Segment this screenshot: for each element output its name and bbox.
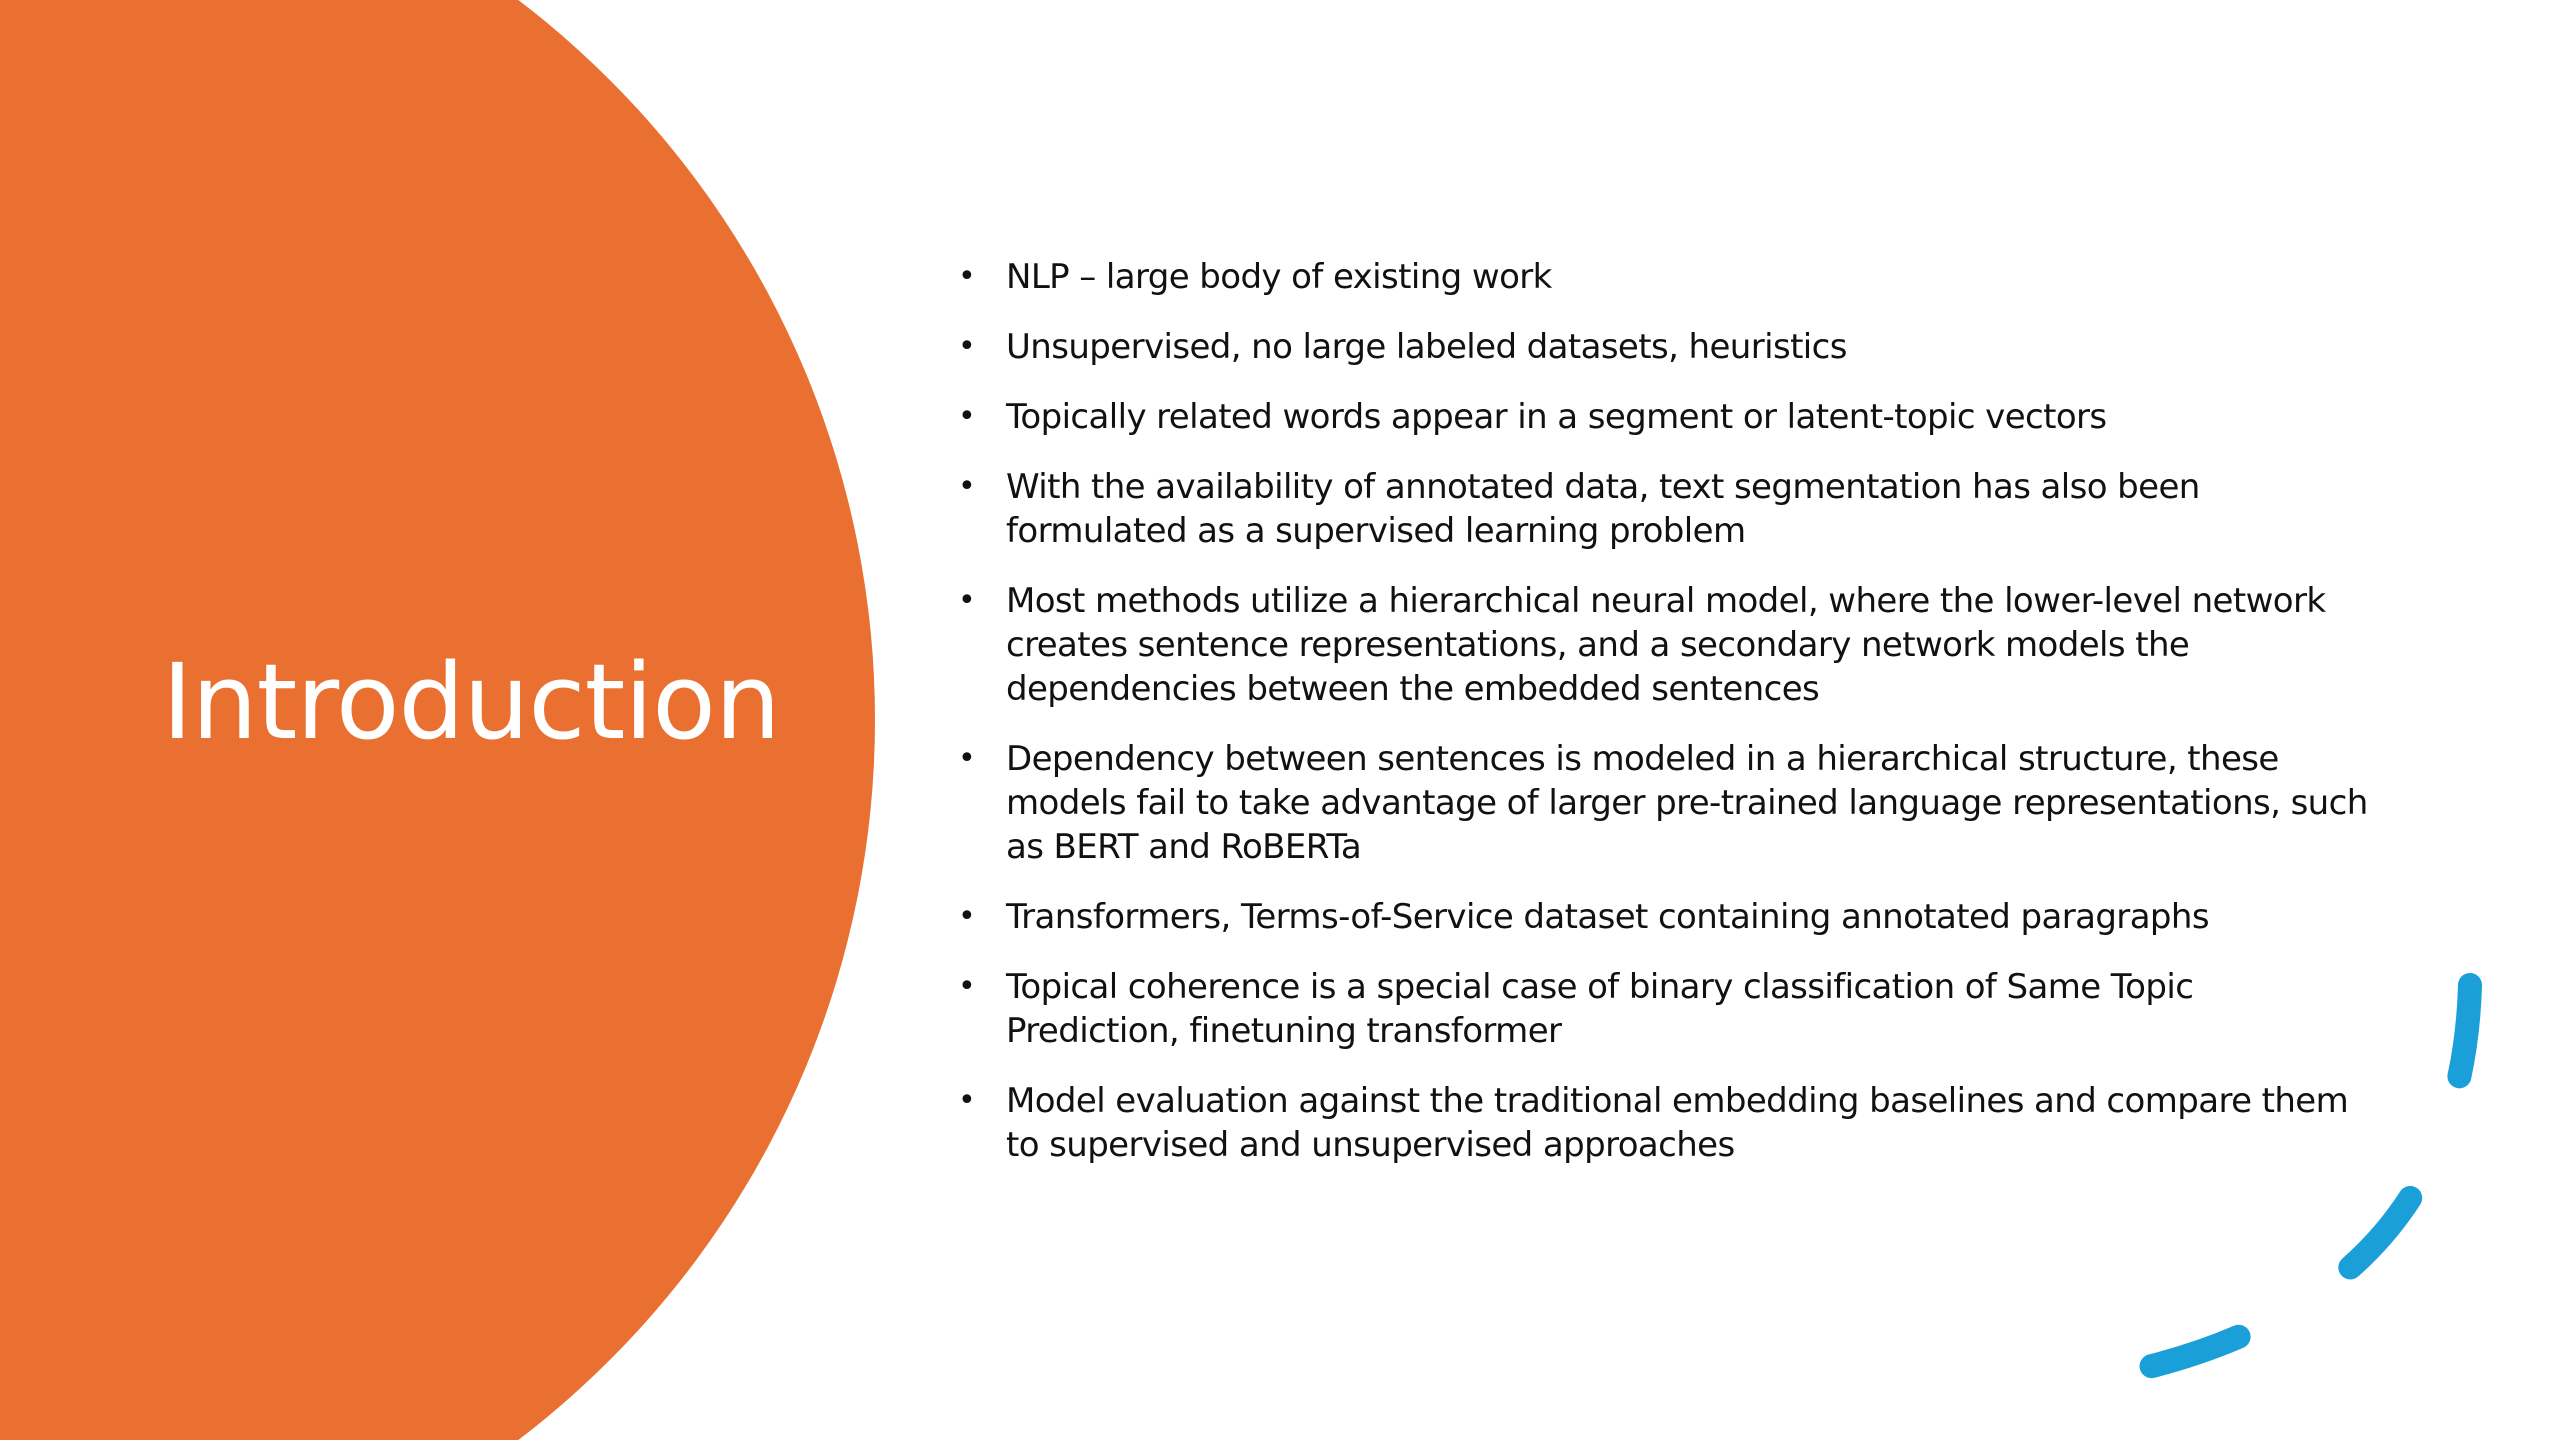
bullet-list [958, 255, 2368, 1193]
bullet-glyph: • [958, 329, 976, 364]
bullet-item [958, 395, 2368, 439]
bullet-glyph: • [958, 899, 976, 934]
bullet-item [958, 1079, 2368, 1167]
bullet-glyph: • [958, 741, 976, 776]
bullet-text: With the availability of annotated data, text segmentation has also been formulated as a supervised learning problem [1006, 467, 2200, 551]
bullet-glyph: • [958, 969, 976, 1004]
bullet-item [958, 965, 2368, 1053]
bullet-text: Model evaluation against the traditional embedding baselines and compare them to supervised and unsupervised approaches [1006, 1081, 2349, 1165]
bullet-text: Transformers, Terms-of-Service dataset containing annotated paragraphs [1006, 897, 2209, 937]
bullet-item [958, 255, 2368, 299]
bullet-glyph: • [958, 1083, 976, 1118]
bullet-text: Topically related words appear in a segment or latent-topic vectors [1006, 397, 2107, 437]
bullet-glyph: • [958, 259, 976, 294]
bullet-item [958, 325, 2368, 369]
bullet-text: Dependency between sentences is modeled in a hierarchical structure, these models fail to take advantage of larger pre-trained language representations, such as BERT and RoBERTa [1006, 739, 2368, 867]
bullet-text: NLP – large body of existing work [1006, 257, 1552, 297]
bullet-glyph: • [958, 469, 976, 504]
bullet-glyph: • [958, 399, 976, 434]
bullet-text: Topical coherence is a special case of binary classification of Same Topic Prediction, finetuning transformer [1006, 967, 2194, 1051]
bullet-item [958, 579, 2368, 711]
bullet-text: Most methods utilize a hierarchical neural model, where the lower-level network creates sentence representations, and a secondary network models the dependencies between the embedded sentences [1006, 581, 2326, 709]
bullet-item [958, 737, 2368, 869]
slide-title: Introduction [162, 641, 780, 763]
bullet-item [958, 465, 2368, 553]
bullet-item [958, 895, 2368, 939]
bullet-glyph: • [958, 583, 976, 618]
bullet-text: Unsupervised, no large labeled datasets, heuristics [1006, 327, 1847, 367]
